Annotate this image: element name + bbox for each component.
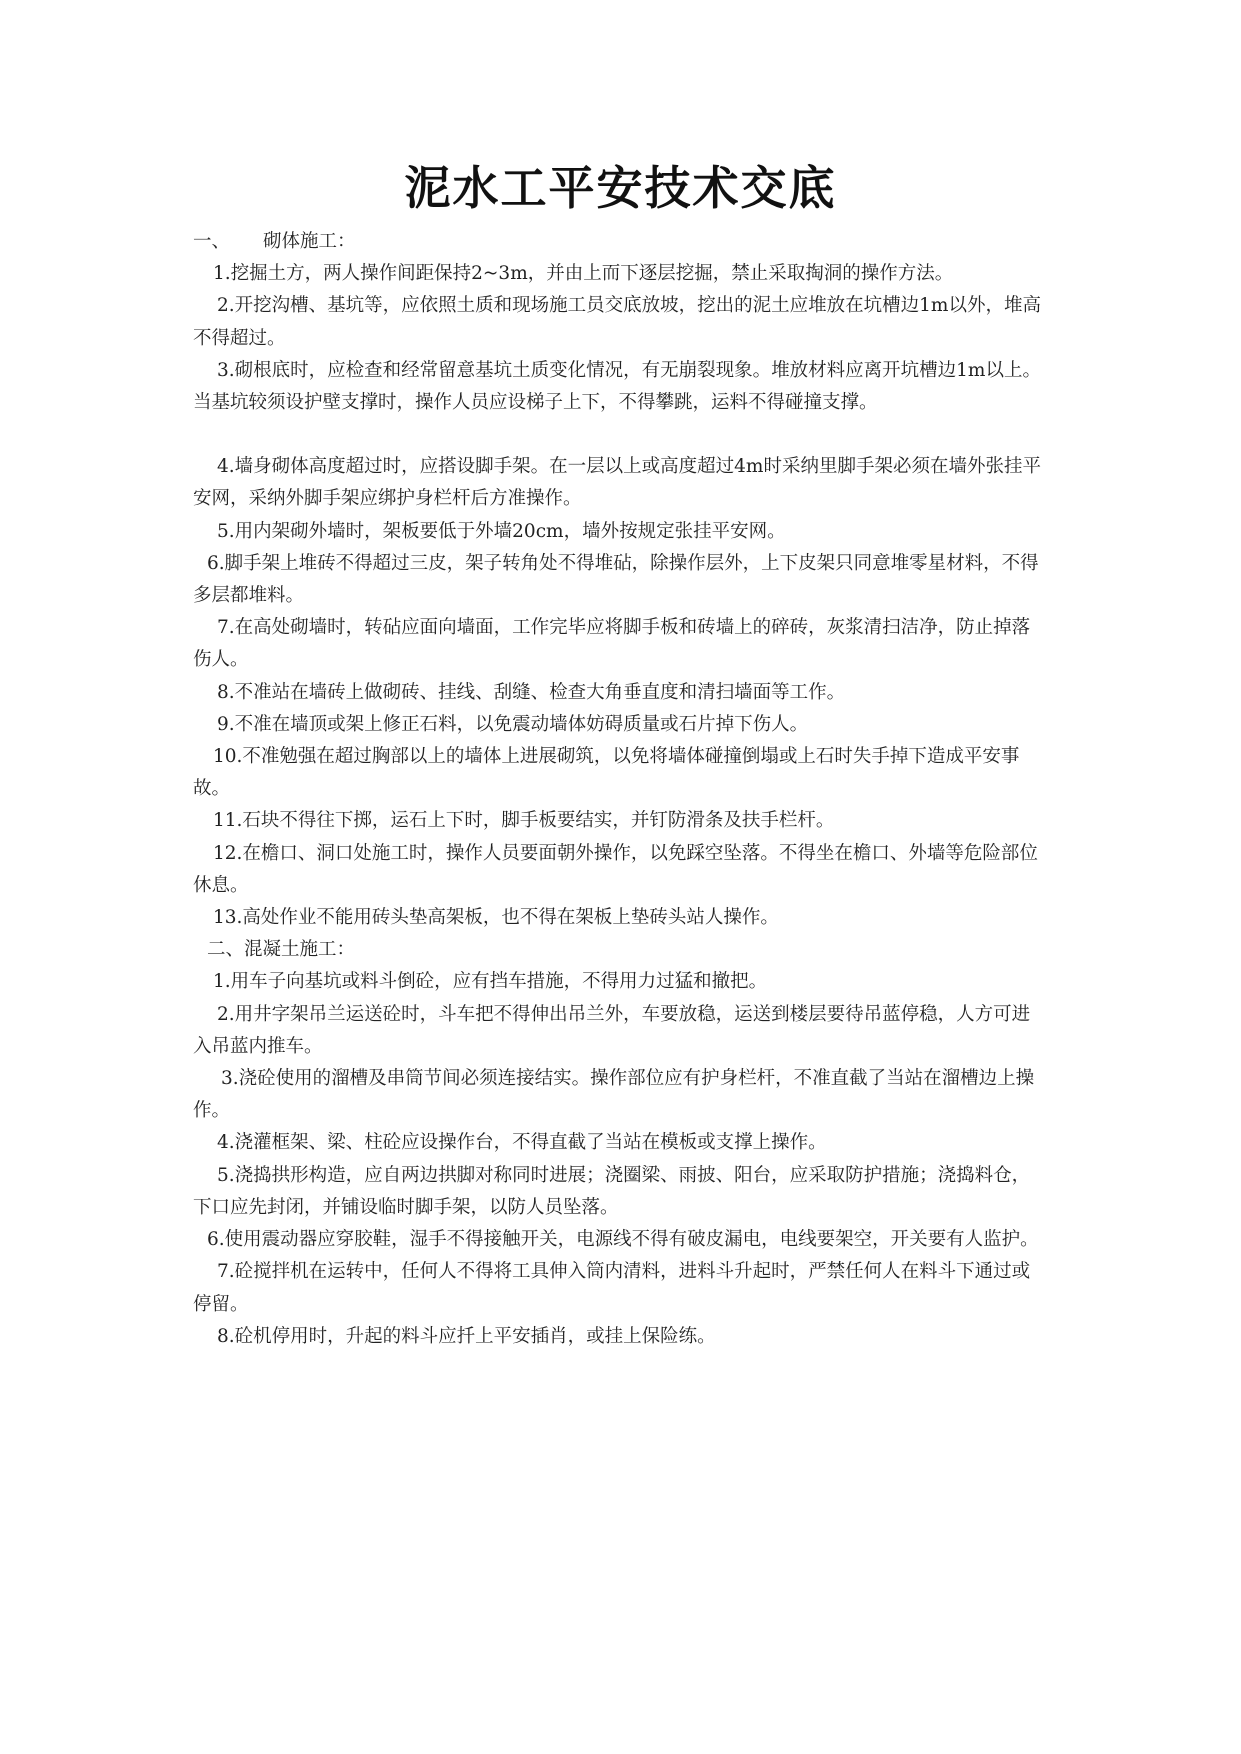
list-item: 1.挖掘土方，两人操作间距保持2~3m，并由上而下逐层挖掘，禁止采取掏洞的操作方法。 (213, 263, 954, 285)
list-item: 4.浇灌框架、梁、柱砼应设操作台，不得直截了当站在模板或支撑上操作。 (217, 1132, 827, 1154)
list-item: 11.石块不得往下掷，运石上下时，脚手板要结实，并钉防滑条及扶手栏杆。 (213, 810, 835, 832)
list-item: 8.不准站在墙砖上做砌砖、挂线、刮缝、检查大角垂直度和清扫墙面等工作。 (217, 681, 846, 703)
section-2-heading: 二、混凝土施工： (207, 939, 356, 961)
list-item: 2.开挖沟槽、基坑等，应依照土质和现场施工员交底放坡，挖出的泥土应堆放在坑槽边1m以外，堆高不得超过。 (193, 295, 1041, 349)
section-1-number: 一、 (193, 231, 231, 252)
blank-line (193, 419, 1045, 451)
list-item: 9.不准在墙顶或架上修正石料，以免震动墙体妨碍质量或石片掉下伤人。 (217, 713, 809, 735)
section-1-heading (193, 226, 1045, 258)
document-title: 泥水工平安技术交底 (404, 161, 837, 215)
list-item: 10.不准勉强在超过胸部以上的墙体上进展砌筑，以免将墙体碰撞倒塌或上石时失手掉下造成平安事故。 (193, 746, 1020, 800)
section-1-label: 砌体施工： (263, 231, 356, 252)
list-item: 6.脚手架上堆砖不得超过三皮，架子转角处不得堆砧，除操作层外，上下皮架只同意堆零星材料，不得多层都堆料。 (193, 552, 1039, 607)
list-item: 5.用内架砌外墙时，架板要低于外墙20cm，墙外按规定张挂平安网。 (217, 520, 786, 542)
list-item: 3.浇砼使用的溜槽及串筒节间必须连接结实。操作部位应有护身栏杆，不准直截了当站在溜槽边上操作。 (193, 1068, 1035, 1122)
document-body (193, 226, 1045, 1353)
list-item: 5.浇捣拱形构造，应自两边拱脚对称同时进展；浇圈梁、雨披、阳台，应采取防护措施；浇捣料仓，下口应先封闭，并铺设临时脚手架，以防人员坠落。 (193, 1164, 1031, 1218)
list-item: 3.砌根底时，应检查和经常留意基坑土质变化情况，有无崩裂现象。堆放材料应离开坑槽边1m以上。当基坑较须设护壁支撑时，操作人员应设梯子上下，不得攀跳，运料不得碰撞支撑。 (193, 359, 1041, 414)
list-item: 13.高处作业不能用砖头垫高架板，也不得在架板上垫砖头站人操作。 (213, 907, 779, 929)
list-item: 1.用车子向基坑或料斗倒砼，应有挡车措施，不得用力过猛和撤把。 (213, 971, 768, 993)
list-item: 7.砼搅拌机在运转中，任何人不得将工具伸入筒内清料，进料斗升起时，严禁任何人在料斗下通过或停留。 (193, 1261, 1031, 1315)
list-item: 2.用井字架吊兰运送砼时，斗车把不得伸出吊兰外，车要放稳，运送到楼层要待吊蓝停稳，人方可进入吊蓝内推车。 (193, 1003, 1031, 1057)
list-item: 12.在檐口、洞口处施工时，操作人员要面朝外操作，以免踩空坠落。不得坐在檐口、外墙等危险部位休息。 (193, 842, 1038, 896)
list-item: 6.使用震动器应穿胶鞋，湿手不得接触开关，电源线不得有破皮漏电，电线要架空，开关要有人监护。 (207, 1229, 1039, 1251)
list-item: 4.墙身砌体高度超过时，应搭设脚手架。在一层以上或高度超过4m时采纳里脚手架必须在墙外张挂平安网，采纳外脚手架应绑护身栏杆后方准操作。 (193, 456, 1041, 510)
list-item: 7.在高处砌墙时，转砧应面向墙面，工作完毕应将脚手板和砖墙上的碎砖，灰浆清扫洁净，防止掉落伤人。 (193, 617, 1031, 671)
list-item: 8.砼机停用时，升起的料斗应扦上平安插肖，或挂上保险练。 (217, 1325, 716, 1347)
